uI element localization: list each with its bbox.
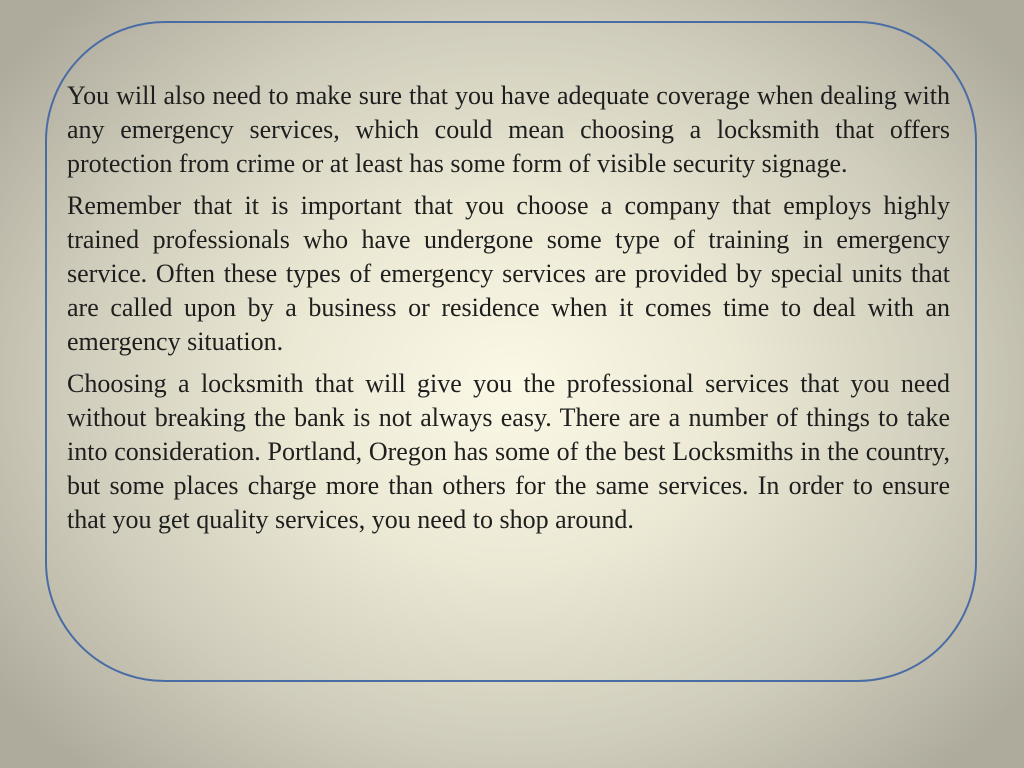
paragraph-trained-professionals: Remember that it is important that you choose a company that employs highly trained professionals who have undergone some type of training in emergency service. Often these types of emergency services are provided by special units that are called upon by a business or residence when it comes time to deal with an emergency situation. [67, 191, 950, 356]
content-text-block [67, 79, 950, 545]
paragraph-coverage: You will also need to make sure that you have adequate coverage when dealing with any emergency services, which could mean choosing a locksmith that offers protection from crime or at least has some form of visible security signage. [67, 81, 950, 178]
paragraph-choosing-locksmith: Choosing a locksmith that will give you the professional services that you need without breaking the bank is not always easy. There are a number of things to take into consideration. Portland, Oregon has some of the best Locksmiths in the country, but some places charge more than others for the same services. In order to ensure that you get quality services, you need to shop around. [67, 369, 950, 534]
